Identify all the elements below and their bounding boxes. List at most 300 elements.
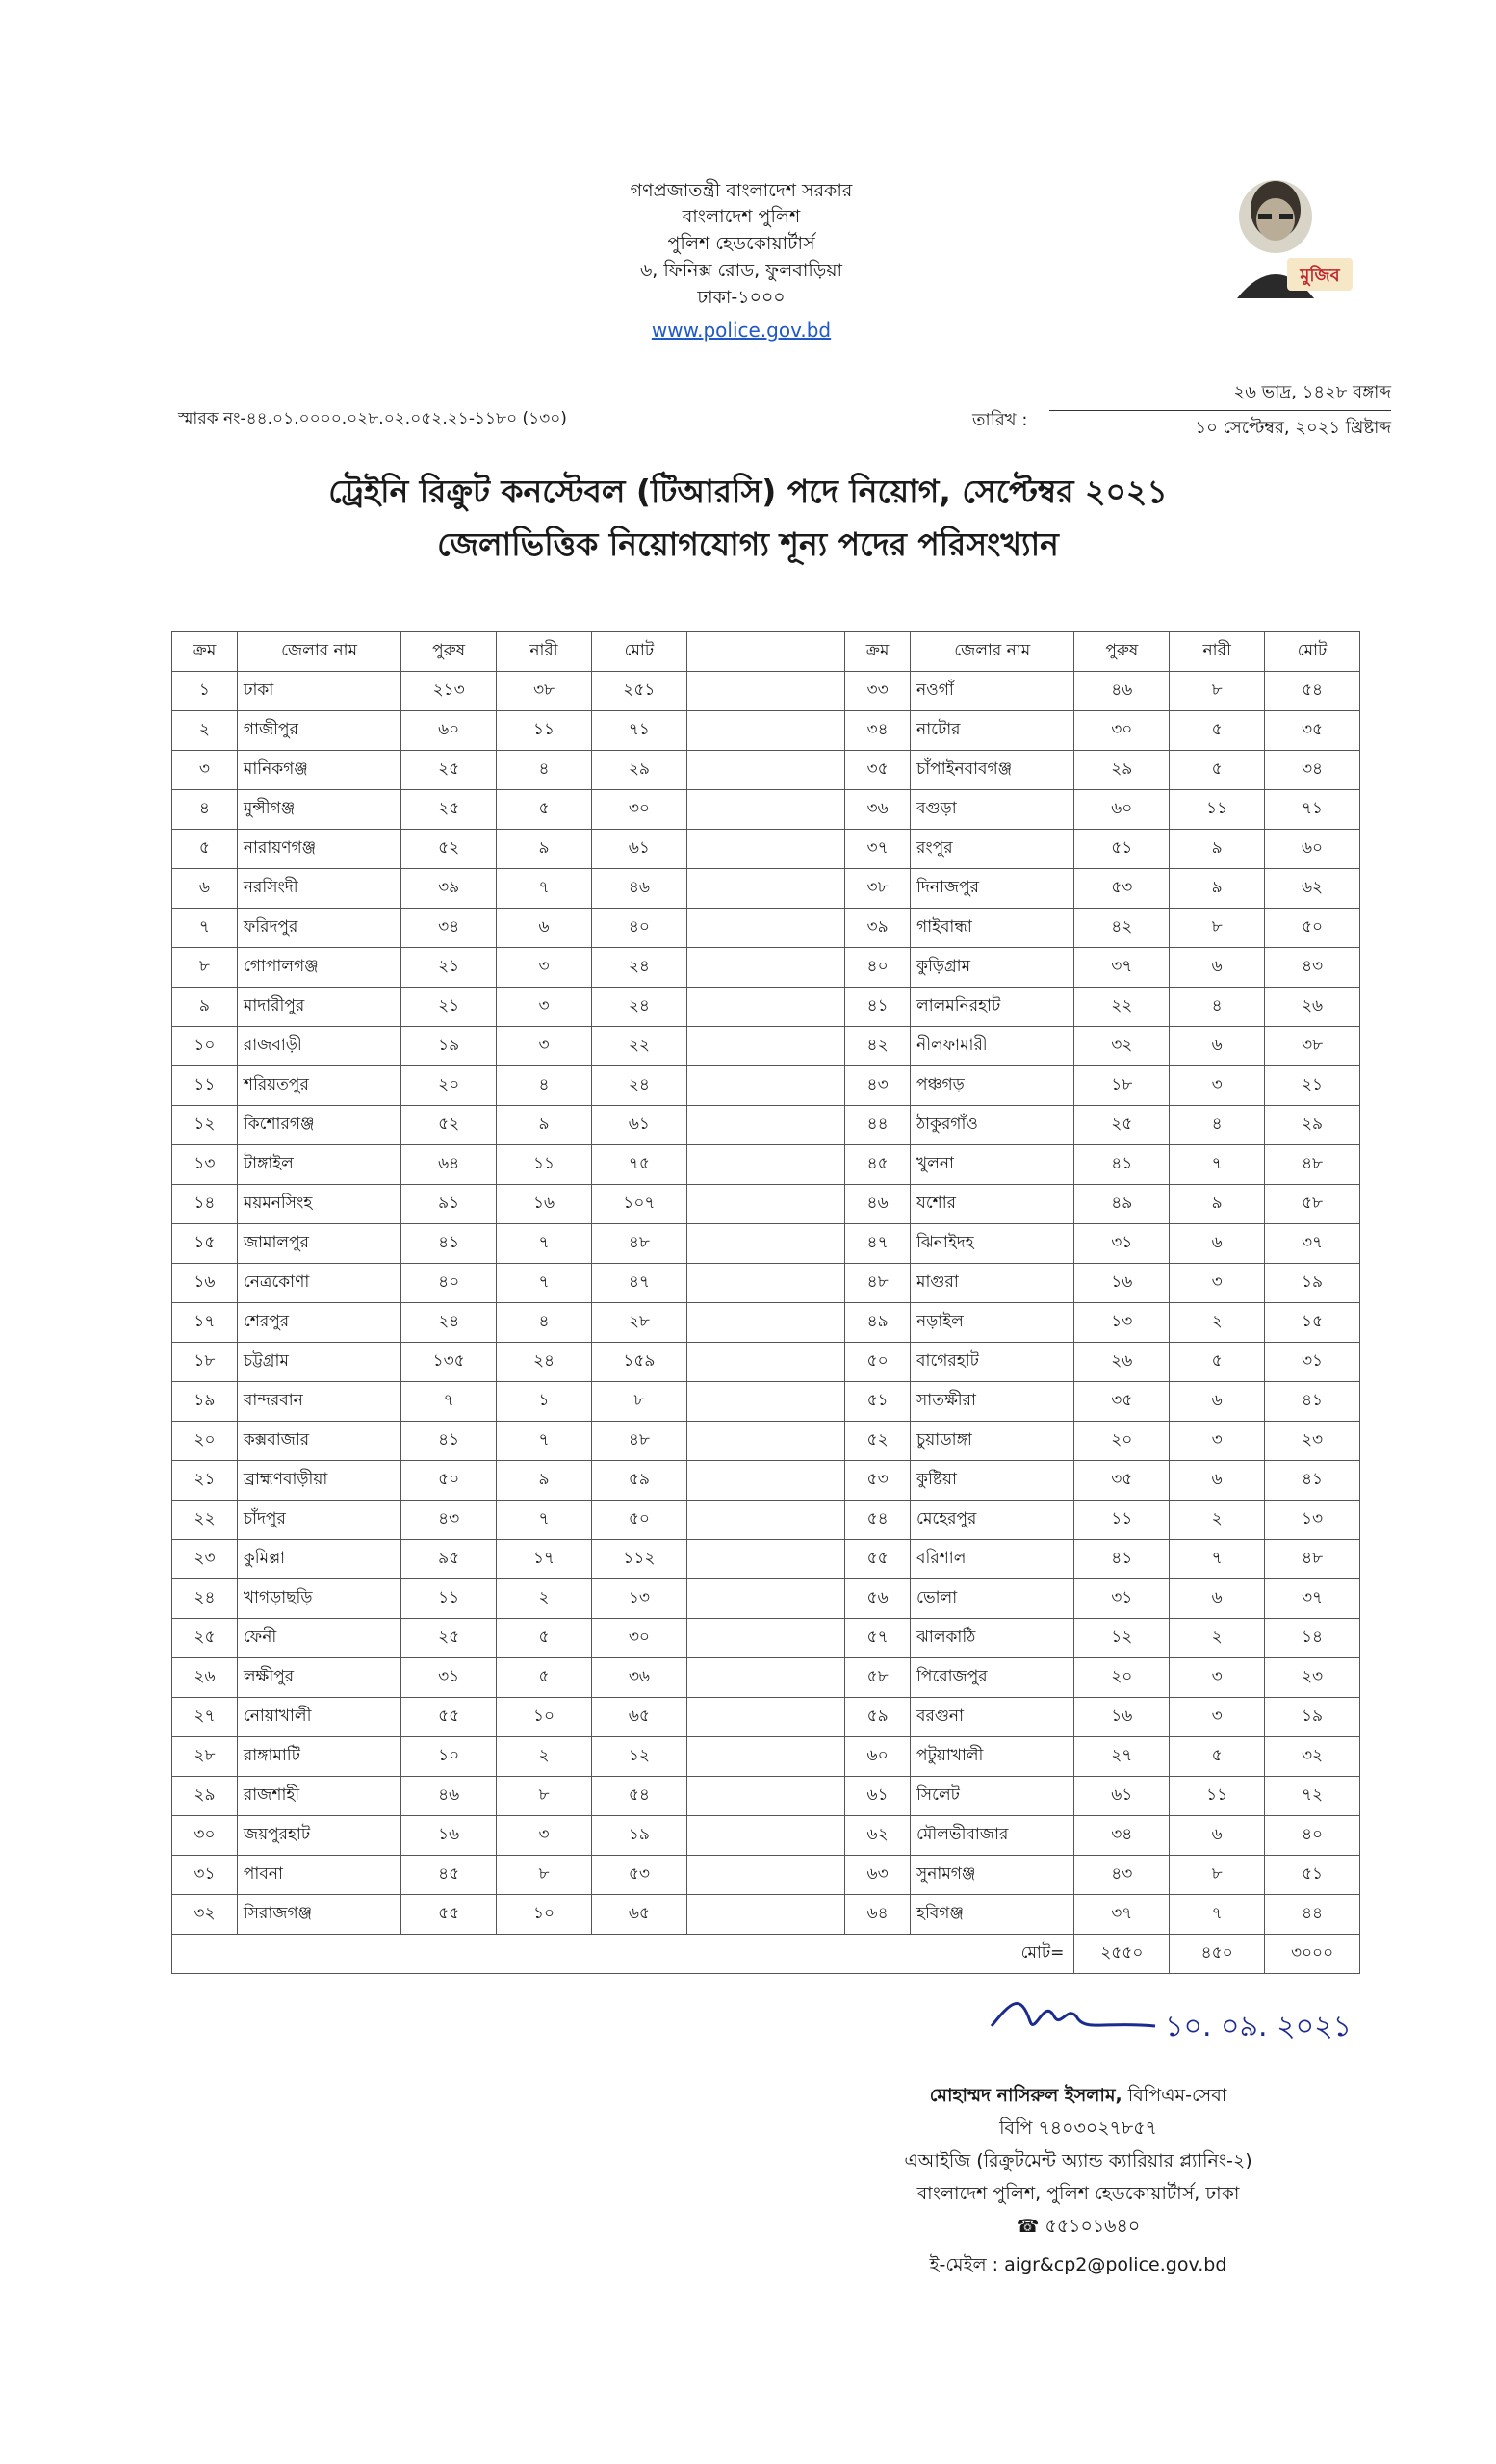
row-serial-left: ২৪ [172, 1579, 238, 1619]
col-male: পুরুষ [401, 632, 497, 672]
row-male-left: ৪৫ [401, 1856, 497, 1895]
row-district-right: গাইবান্ধা [911, 909, 1074, 948]
row-male-left: ১১ [401, 1579, 497, 1619]
row-male-left: ৫০ [401, 1461, 497, 1501]
date-divider [1049, 410, 1391, 411]
row-serial-right: ৪৪ [845, 1106, 911, 1145]
table-row [172, 1579, 1360, 1619]
mujib-logo [1199, 164, 1362, 308]
row-gap [686, 711, 844, 751]
row-total-right: ৩৮ [1265, 1027, 1360, 1066]
row-total-right: ৫১ [1265, 1856, 1360, 1895]
row-district-left: জয়পুরহাট [237, 1816, 400, 1856]
table-row [172, 711, 1360, 751]
row-total-right: ৩২ [1265, 1737, 1360, 1777]
row-district-right: সিলেট [911, 1777, 1074, 1816]
row-male-right: ৬১ [1074, 1777, 1170, 1816]
row-total-left: ১৫৯ [591, 1343, 686, 1382]
row-total-right: ৪৩ [1265, 948, 1360, 988]
row-male-left: ৯১ [401, 1185, 497, 1224]
row-total-left: ৪৮ [591, 1422, 686, 1461]
row-serial-left: ১০ [172, 1027, 238, 1066]
row-serial-left: ২৮ [172, 1737, 238, 1777]
row-district-left: রাজশাহী [237, 1777, 400, 1816]
row-district-right: ঝালকাঠি [911, 1619, 1074, 1658]
row-female-right: ৬ [1170, 1382, 1265, 1422]
row-district-right: লালমনিরহাট [911, 988, 1074, 1027]
row-total-right: ১৯ [1265, 1698, 1360, 1737]
table-row [172, 1658, 1360, 1698]
row-total-left: ২৮ [591, 1303, 686, 1343]
row-district-right: ভোলা [911, 1579, 1074, 1619]
row-female-left: ৫ [497, 1658, 592, 1698]
row-male-right: ৪১ [1074, 1540, 1170, 1579]
row-serial-right: ৫৩ [845, 1461, 911, 1501]
row-total-left: ৫৩ [591, 1856, 686, 1895]
row-female-left: ৩ [497, 1816, 592, 1856]
row-female-right: ৯ [1170, 869, 1265, 909]
table-row [172, 1185, 1360, 1224]
row-female-right: ৯ [1170, 1185, 1265, 1224]
row-male-left: ২৫ [401, 751, 497, 790]
row-gap [686, 988, 844, 1027]
row-male-right: ৫৩ [1074, 869, 1170, 909]
row-male-right: ৩২ [1074, 1027, 1170, 1066]
row-district-left: চাঁদপুর [237, 1501, 400, 1540]
row-district-left: ময়মনসিংহ [237, 1185, 400, 1224]
row-male-right: ১৮ [1074, 1066, 1170, 1106]
date-label: তারিখ : [972, 410, 1028, 430]
col-male-2: পুরুষ [1074, 632, 1170, 672]
signatory-phone: ৫৫১০১৬৪০ [1045, 2216, 1141, 2237]
row-male-left: ২১ [401, 988, 497, 1027]
total-female: ৪৫০ [1170, 1935, 1265, 1974]
row-male-right: ১২ [1074, 1619, 1170, 1658]
signatory-designation: এআইজি (রিক্রুটমেন্ট অ্যান্ড ক্যারিয়ার প্ল্যানিং-২) [904, 2150, 1252, 2171]
row-female-right: ৮ [1170, 1856, 1265, 1895]
row-total-left: ১১২ [591, 1540, 686, 1579]
row-gap [686, 1145, 844, 1185]
row-serial-right: ৩৩ [845, 672, 911, 711]
row-male-right: ৩৭ [1074, 948, 1170, 988]
table-total-row [172, 1935, 1360, 1974]
row-male-right: ২২ [1074, 988, 1170, 1027]
signatory-bp: বিপি ৭৪০৩০২৭৮৫৭ [999, 2118, 1157, 2139]
row-total-right: ৭২ [1265, 1777, 1360, 1816]
row-male-left: ২৫ [401, 1619, 497, 1658]
row-male-left: ৪০ [401, 1264, 497, 1303]
total-male: ২৫৫০ [1074, 1935, 1170, 1974]
row-total-left: ২৪ [591, 948, 686, 988]
row-total-right: ৪০ [1265, 1816, 1360, 1856]
row-female-left: ৩ [497, 1027, 592, 1066]
row-serial-right: ৩৪ [845, 711, 911, 751]
row-district-right: নড়াইল [911, 1303, 1074, 1343]
row-district-right: দিনাজপুর [911, 869, 1074, 909]
row-district-right: রংপুর [911, 830, 1074, 869]
table-row [172, 1698, 1360, 1737]
row-total-left: ২৪ [591, 1066, 686, 1106]
row-female-right: ১১ [1170, 1777, 1265, 1816]
row-total-right: ২৯ [1265, 1106, 1360, 1145]
row-district-right: সাতক্ষীরা [911, 1382, 1074, 1422]
row-total-right: ৫৮ [1265, 1185, 1360, 1224]
table-row [172, 1027, 1360, 1066]
row-female-left: ৩ [497, 948, 592, 988]
row-serial-left: ১৪ [172, 1185, 238, 1224]
row-serial-left: ৮ [172, 948, 238, 988]
total-label: মোট= [172, 1935, 1074, 1974]
row-district-left: চট্টগ্রাম [237, 1343, 400, 1382]
header-police: বাংলাদেশ পুলিশ [682, 206, 801, 227]
row-serial-right: ৩৫ [845, 751, 911, 790]
row-female-left: ৭ [497, 869, 592, 909]
row-male-left: ৩১ [401, 1658, 497, 1698]
signatory-email[interactable]: aigr&cp2@police.gov.bd [1004, 2254, 1227, 2275]
row-female-left: ১১ [497, 711, 592, 751]
header-govt: গণপ্রজাতন্ত্রী বাংলাদেশ সরকার [630, 180, 853, 201]
table-row [172, 1382, 1360, 1422]
row-total-left: ৩৬ [591, 1658, 686, 1698]
row-gap [686, 1303, 844, 1343]
phone-icon: ☎ [1016, 2216, 1040, 2237]
row-total-right: ৩১ [1265, 1343, 1360, 1382]
row-male-left: ৫৫ [401, 1698, 497, 1737]
row-district-left: জামালপুর [237, 1224, 400, 1264]
row-female-right: ৫ [1170, 1343, 1265, 1382]
row-female-right: ৬ [1170, 948, 1265, 988]
row-serial-left: ২৭ [172, 1698, 238, 1737]
col-serial-2: ক্রম [845, 632, 911, 672]
row-female-right: ২ [1170, 1303, 1265, 1343]
row-total-left: ৫০ [591, 1501, 686, 1540]
table-row [172, 1540, 1360, 1579]
row-serial-left: ১৯ [172, 1382, 238, 1422]
row-district-right: চুয়াডাঙ্গা [911, 1422, 1074, 1461]
row-total-left: ৭৫ [591, 1145, 686, 1185]
row-male-right: ৩১ [1074, 1224, 1170, 1264]
table-row [172, 1895, 1360, 1935]
row-male-left: ২১ [401, 948, 497, 988]
row-male-left: ৭ [401, 1382, 497, 1422]
row-male-left: ২১৩ [401, 672, 497, 711]
row-female-left: ৩ [497, 988, 592, 1027]
row-total-right: ৫০ [1265, 909, 1360, 948]
row-total-left: ৪৬ [591, 869, 686, 909]
row-total-left: ১৩ [591, 1579, 686, 1619]
row-total-right: ৪৪ [1265, 1895, 1360, 1935]
row-gap [686, 1737, 844, 1777]
row-district-left: ব্রাহ্মণবাড়ীয়া [237, 1461, 400, 1501]
row-female-left: ৫ [497, 1619, 592, 1658]
row-female-left: ৪ [497, 1066, 592, 1106]
row-male-left: ৫২ [401, 830, 497, 869]
row-total-left: ৬৫ [591, 1698, 686, 1737]
row-female-left: ৫ [497, 790, 592, 830]
row-male-left: ৬৪ [401, 1145, 497, 1185]
row-serial-right: ৩৬ [845, 790, 911, 830]
row-district-left: রাঙ্গামাটি [237, 1737, 400, 1777]
row-serial-right: ৬২ [845, 1816, 911, 1856]
row-serial-left: ৪ [172, 790, 238, 830]
row-district-left: সিরাজগঞ্জ [237, 1895, 400, 1935]
row-female-left: ৯ [497, 830, 592, 869]
row-gap [686, 1066, 844, 1106]
row-serial-left: ৬ [172, 869, 238, 909]
table-header-row [172, 632, 1360, 672]
row-serial-left: ১৩ [172, 1145, 238, 1185]
row-male-right: ১৬ [1074, 1698, 1170, 1737]
row-total-right: ১৫ [1265, 1303, 1360, 1343]
row-serial-left: ১২ [172, 1106, 238, 1145]
row-serial-left: ১৮ [172, 1343, 238, 1382]
row-female-right: ৭ [1170, 1895, 1265, 1935]
row-serial-left: ৫ [172, 830, 238, 869]
signatory-email-line [809, 2248, 1348, 2281]
table-row [172, 751, 1360, 790]
row-male-left: ৪৬ [401, 1777, 497, 1816]
row-gap [686, 1027, 844, 1066]
row-district-left: কুমিল্লা [237, 1540, 400, 1579]
row-male-right: ২৭ [1074, 1737, 1170, 1777]
row-female-left: ৪ [497, 751, 592, 790]
row-district-left: মাদারীপুর [237, 988, 400, 1027]
row-gap [686, 1658, 844, 1698]
table-row [172, 672, 1360, 711]
signatory-name-line [809, 2079, 1348, 2112]
col-female-2: নারী [1170, 632, 1265, 672]
row-female-left: ৭ [497, 1501, 592, 1540]
row-serial-left: ২০ [172, 1422, 238, 1461]
row-female-left: ১৭ [497, 1540, 592, 1579]
table-row [172, 1303, 1360, 1343]
row-total-right: ১৪ [1265, 1619, 1360, 1658]
table-row [172, 1066, 1360, 1106]
row-district-right: পঞ্চগড় [911, 1066, 1074, 1106]
row-serial-right: ৪৭ [845, 1224, 911, 1264]
row-male-right: ১৬ [1074, 1264, 1170, 1303]
row-male-right: ৪৬ [1074, 672, 1170, 711]
row-total-left: ৫৯ [591, 1461, 686, 1501]
row-female-right: ৫ [1170, 751, 1265, 790]
row-female-left: ৮ [497, 1777, 592, 1816]
row-female-right: ৫ [1170, 1737, 1265, 1777]
table-row [172, 948, 1360, 988]
signature-date: ১০. ০৯. ২০২১ [1165, 2010, 1353, 2043]
row-female-right: ২ [1170, 1501, 1265, 1540]
row-district-left: নরসিংদী [237, 869, 400, 909]
row-serial-right: ৪১ [845, 988, 911, 1027]
row-total-left: ৩০ [591, 1619, 686, 1658]
row-serial-right: ৫৫ [845, 1540, 911, 1579]
row-male-left: ১০ [401, 1737, 497, 1777]
row-serial-right: ৪৩ [845, 1066, 911, 1106]
row-gap [686, 1698, 844, 1737]
row-male-left: ৪৩ [401, 1501, 497, 1540]
row-district-right: নাটোর [911, 711, 1074, 751]
col-district-2: জেলার নাম [911, 632, 1074, 672]
row-serial-right: ৪৫ [845, 1145, 911, 1185]
memo-number: স্মারক নং-৪৪.০১.০০০০.০২৮.০২.০৫২.২১-১১৮০ (১৩০) [178, 409, 567, 428]
table-row [172, 1737, 1360, 1777]
row-total-left: ২২ [591, 1027, 686, 1066]
row-male-right: ৬০ [1074, 790, 1170, 830]
row-female-right: ৮ [1170, 909, 1265, 948]
row-female-right: ৩ [1170, 1264, 1265, 1303]
row-serial-right: ৪৯ [845, 1303, 911, 1343]
row-male-left: ১৬ [401, 1816, 497, 1856]
row-serial-right: ৪৬ [845, 1185, 911, 1224]
row-total-left: ২৯ [591, 751, 686, 790]
row-female-left: ৬ [497, 909, 592, 948]
row-district-left: পাবনা [237, 1856, 400, 1895]
row-district-left: খাগড়াছড়ি [237, 1579, 400, 1619]
date-bangla: ২৬ ভাদ্র, ১৪২৮ বঙ্গাব্দ [1233, 382, 1391, 402]
row-serial-left: ৩২ [172, 1895, 238, 1935]
row-serial-right: ৬১ [845, 1777, 911, 1816]
row-serial-left: ২৩ [172, 1540, 238, 1579]
row-female-right: ৪ [1170, 988, 1265, 1027]
row-total-right: ২৩ [1265, 1658, 1360, 1698]
row-serial-left: ১৭ [172, 1303, 238, 1343]
row-total-right: ৪১ [1265, 1461, 1360, 1501]
row-total-right: ২৩ [1265, 1422, 1360, 1461]
signatory-name: মোহাম্মদ নাসিরুল ইসলাম, [929, 2085, 1122, 2106]
row-serial-left: ২১ [172, 1461, 238, 1501]
col-female: নারী [497, 632, 592, 672]
row-male-right: ৩৪ [1074, 1816, 1170, 1856]
row-gap [686, 672, 844, 711]
row-male-left: ৪১ [401, 1422, 497, 1461]
row-serial-left: ১ [172, 672, 238, 711]
row-male-right: ২৬ [1074, 1343, 1170, 1382]
row-male-left: ৫৫ [401, 1895, 497, 1935]
row-total-left: ২৪ [591, 988, 686, 1027]
row-district-left: গোপালগঞ্জ [237, 948, 400, 988]
row-district-right: সুনামগঞ্জ [911, 1856, 1074, 1895]
row-total-left: ৩০ [591, 790, 686, 830]
row-district-left: রাজবাড়ী [237, 1027, 400, 1066]
signatory-office: বাংলাদেশ পুলিশ, পুলিশ হেডকোয়ার্টার্স, ঢাকা [916, 2183, 1240, 2204]
row-female-left: ২ [497, 1737, 592, 1777]
row-gap [686, 1106, 844, 1145]
row-male-right: ৩৫ [1074, 1382, 1170, 1422]
header-address: ৬, ফিনিক্স রোড, ফুলবাড়িয়া [639, 260, 843, 281]
row-serial-right: ৫৮ [845, 1658, 911, 1698]
row-gap [686, 1895, 844, 1935]
table-row [172, 1856, 1360, 1895]
table-row [172, 1501, 1360, 1540]
row-total-right: ২১ [1265, 1066, 1360, 1106]
row-total-left: ৫৪ [591, 1777, 686, 1816]
row-female-right: ৩ [1170, 1658, 1265, 1698]
table-row [172, 830, 1360, 869]
row-female-left: ২ [497, 1579, 592, 1619]
row-male-right: ২০ [1074, 1658, 1170, 1698]
row-gap [686, 1382, 844, 1422]
row-male-right: ১১ [1074, 1501, 1170, 1540]
row-male-right: ২০ [1074, 1422, 1170, 1461]
row-serial-right: ৫২ [845, 1422, 911, 1461]
row-total-right: ৩৪ [1265, 751, 1360, 790]
row-female-right: ৬ [1170, 1579, 1265, 1619]
row-male-right: ২৫ [1074, 1106, 1170, 1145]
table-row [172, 1224, 1360, 1264]
row-gap [686, 1579, 844, 1619]
row-serial-left: ১৫ [172, 1224, 238, 1264]
row-gap [686, 1816, 844, 1856]
row-district-left: ঢাকা [237, 672, 400, 711]
header-hq: পুলিশ হেডকোয়ার্টার্স [667, 233, 815, 254]
table-row [172, 909, 1360, 948]
row-female-right: ৩ [1170, 1066, 1265, 1106]
row-total-right: ৭১ [1265, 790, 1360, 830]
row-district-left: মুন্সীগঞ্জ [237, 790, 400, 830]
row-district-right: মেহেরপুর [911, 1501, 1074, 1540]
row-serial-right: ৫৬ [845, 1579, 911, 1619]
table-row [172, 1264, 1360, 1303]
row-male-left: ১৯ [401, 1027, 497, 1066]
row-female-right: ৯ [1170, 830, 1265, 869]
row-male-left: ৪১ [401, 1224, 497, 1264]
row-female-left: ৩৮ [497, 672, 592, 711]
row-female-left: ৭ [497, 1264, 592, 1303]
row-female-left: ৭ [497, 1224, 592, 1264]
row-gap [686, 869, 844, 909]
row-total-left: ১২ [591, 1737, 686, 1777]
row-gap [686, 1185, 844, 1224]
row-female-right: ৮ [1170, 672, 1265, 711]
row-male-right: ৩১ [1074, 1579, 1170, 1619]
row-serial-left: ৯ [172, 988, 238, 1027]
row-male-right: ২৯ [1074, 751, 1170, 790]
row-serial-left: ২২ [172, 1501, 238, 1540]
row-female-left: ১৬ [497, 1185, 592, 1224]
row-total-left: ৬১ [591, 830, 686, 869]
row-total-left: ৬৫ [591, 1895, 686, 1935]
row-district-left: নোয়াখালী [237, 1698, 400, 1737]
row-female-right: ৬ [1170, 1816, 1265, 1856]
table-row [172, 1343, 1360, 1382]
row-serial-right: ৪৮ [845, 1264, 911, 1303]
row-male-left: ৩৪ [401, 909, 497, 948]
row-female-left: ৭ [497, 1422, 592, 1461]
row-district-right: নওগাঁ [911, 672, 1074, 711]
row-total-right: ৫৪ [1265, 672, 1360, 711]
date-english: ১০ সেপ্টেম্বর, ২০২১ খ্রিষ্টাব্দ [1195, 418, 1391, 438]
row-district-left: নেত্রকোণা [237, 1264, 400, 1303]
table-row [172, 1816, 1360, 1856]
table-body [172, 672, 1360, 1935]
row-district-left: লক্ষীপুর [237, 1658, 400, 1698]
row-serial-right: ৩৮ [845, 869, 911, 909]
row-female-right: ৫ [1170, 711, 1265, 751]
row-total-right: ৬০ [1265, 830, 1360, 869]
row-gap [686, 1777, 844, 1816]
row-total-left: ২৫১ [591, 672, 686, 711]
row-male-left: ২৫ [401, 790, 497, 830]
row-serial-left: ৩ [172, 751, 238, 790]
website-link[interactable]: www.police.gov.bd [651, 319, 832, 342]
row-serial-right: ৬০ [845, 1737, 911, 1777]
row-total-right: ৪৮ [1265, 1145, 1360, 1185]
row-male-right: ১৩ [1074, 1303, 1170, 1343]
row-gap [686, 1540, 844, 1579]
row-district-right: ঝিনাইদহ [911, 1224, 1074, 1264]
col-serial: ক্রম [172, 632, 238, 672]
row-district-right: কুড়িগ্রাম [911, 948, 1074, 988]
row-district-right: চাঁপাইনবাবগঞ্জ [911, 751, 1074, 790]
